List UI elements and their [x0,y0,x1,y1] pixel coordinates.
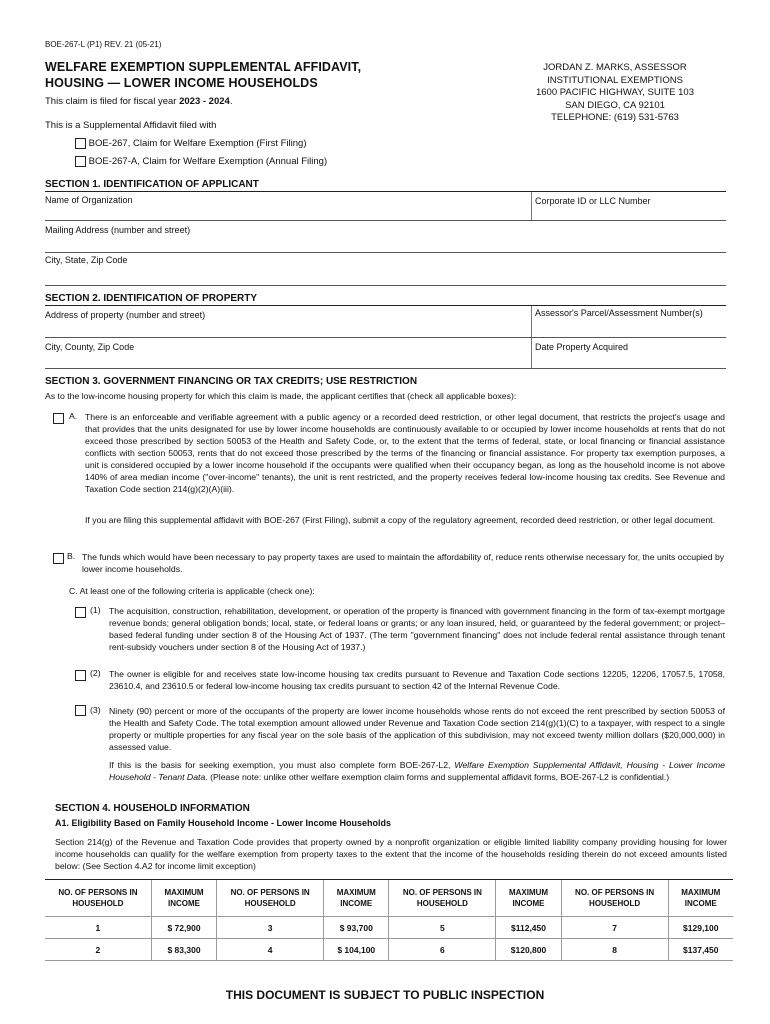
item-c1-label: (1) [90,605,101,615]
table-cell: 6 [389,939,496,961]
assessor-line2: INSTITUTIONAL EXEMPTIONS [547,74,683,86]
item-c3-label: (3) [90,705,101,715]
supplemental-text: This is a Supplemental Affidavit filed with [45,120,217,131]
corp-id-label: Corporate ID or LLC Number [535,196,651,206]
col-header-persons: NO. OF PERSONS IN HOUSEHOLD [217,880,324,917]
income-table-header [45,880,733,917]
assessor-line5: TELEPHONE: (619) 531-5763 [551,112,679,123]
form-title-line2: HOUSING — LOWER INCOME HOUSEHOLDS [45,76,318,90]
checkbox-c1[interactable] [75,607,86,618]
item-a-label: A. [69,411,78,421]
table-row [45,917,733,939]
table-row [45,939,733,961]
item-b-text: The funds which would have been necessary to pay property taxes are used to maintain the affordability of, reduce rents otherwise necessary for, the units occupied by lower income households. [82,552,725,574]
section3-heading: SECTION 3. GOVERNMENT FINANCING OR TAX CREDITS; USE RESTRICTION [45,376,418,387]
table-cell: 1 [45,917,151,939]
col-header-persons: NO. OF PERSONS IN HOUSEHOLD [561,880,668,917]
city-state-zip-label: City, State, Zip Code [45,255,128,265]
col-header-income: MAXIMUM INCOME [151,880,216,917]
section3-intro: As to the low-income housing property for which this claim is made, the applicant certifies that (check all applicable boxes): [45,391,517,401]
item-b-label: B. [67,551,76,561]
fiscal-year-line [45,96,232,107]
checkbox-first-filing[interactable] [75,138,86,149]
filing-option-annual-label: BOE-267-A, Claim for Welfare Exemption (Annual Filing) [88,156,328,168]
table-cell: 4 [217,939,324,961]
assessor-line1: JORDAN Z. MARKS, ASSESSOR [543,62,687,73]
table-cell: 3 [217,917,324,939]
table-cell: $ 72,900 [151,917,216,939]
parcel-number-label: Assessor's Parcel/Assessment Number(s) [535,308,703,318]
corp-id-field[interactable] [535,207,725,219]
item-c3-note [109,759,725,783]
col-header-persons: NO. OF PERSONS IN HOUSEHOLD [389,880,496,917]
item-c1-text: The acquisition, construction, rehabilitation, development, or operation of the property is financed with government financing in the form of tax-exempt mortgage revenue bonds; general obligation bonds; local, state, or federal loans or grants; or any loan insured, held, or guaranteed by the federal government; or project–based federal funding under section 8 of the Housing Act of 1937. (The term "government financing" does not include federal rental assistance through tenant rent-subsidy vouchers under section 8 of the Housing Act of 1937.) [109,606,725,652]
city-state-zip-field[interactable] [45,266,725,282]
section4-subheading: A1. Eligibility Based on Family Household Income - Lower Income Households [55,818,392,828]
table-cell: 5 [389,917,496,939]
fiscal-suffix: . [229,96,233,107]
col-header-income: MAXIMUM INCOME [668,880,733,917]
public-inspection-footer: THIS DOCUMENT IS SUBJECT TO PUBLIC INSPECTION [225,988,545,1002]
form-l2-title: Welfare Exemption Supplemental Affidavit, Housing - Lower Income Household - Tenant Data [109,760,725,782]
mailing-address-label: Mailing Address (number and street) [45,225,191,235]
filing-option-first[interactable] [75,138,307,149]
fiscal-prefix: This claim is filed for fiscal year [45,96,180,107]
checkbox-b[interactable] [53,553,64,564]
org-name-label: Name of Organization [45,195,133,205]
form-title-line1: WELFARE EXEMPTION SUPPLEMENTAL AFFIDAVIT, [45,60,362,74]
checkbox-a[interactable] [53,413,64,424]
property-address-label: Address of property (number and street) [45,310,206,320]
item-c3-text: Ninety (90) percent or more of the occupants of the property are lower income households whose rents do not exceed the rent prescribed by section 50053 of the Health and Safety Code. The total exemption amount allowed under Revenue and Taxation Code section 214(g)(1)(C) to a taxpayer, with respect to a single property or multiple properties for any fiscal year on the sole basis of the application of this subdivision, may not exceed twenty million dollars ($20,000,000) in assessed value. [109,706,725,752]
property-city-label: City, County, Zip Code [45,342,135,352]
col-header-persons: NO. OF PERSONS IN HOUSEHOLD [45,880,151,917]
checkbox-c3[interactable] [75,705,86,716]
col-header-income: MAXIMUM INCOME [324,880,389,917]
table-cell: $137,450 [668,939,733,961]
section1-heading: SECTION 1. IDENTIFICATION OF APPLICANT [45,179,259,190]
table-cell: $ 83,300 [151,939,216,961]
table-cell: $120,800 [496,939,561,961]
form-id: BOE-267-L (P1) REV. 21 (05-21) [45,40,162,49]
property-city-field[interactable] [45,353,529,366]
assessor-line4: SAN DIEGO, CA 92101 [565,99,665,111]
checkbox-annual-filing[interactable] [75,156,86,167]
form-title [45,59,361,91]
item-c3-note-start: If this is the basis for seeking exemption, you must also complete form BOE-267-L2, [109,760,455,770]
assessor-address [520,62,710,125]
col-header-income: MAXIMUM INCOME [496,880,561,917]
assessor-line3: 1600 PACIFIC HIGHWAY, SUITE 103 [535,87,695,98]
section4-heading: SECTION 4. HOUSEHOLD INFORMATION [55,803,250,814]
parcel-number-field[interactable] [535,320,725,334]
table-cell: 8 [561,939,668,961]
table-cell: 2 [45,939,151,961]
item-a-text: There is an enforceable and verifiable agreement with a public agency or a recorded deed restriction, or other legal document, that restricts the project's usage and that provides that the units designated for use by lower income households are continuously available to or occupied by lower income households at rents that do not exceed those prescribed by section 50053 of the Health and Safety Code, or, to the extent that the terms of federal, state, or local financing or financial assistance conflicts with section 50053, rents that do not exceed those prescribed by the terms of the financing or financial assistance. For property tax exemption purposes, a unit is considered occupied by a lower income household if the occupants were qualified when their occupancy began, as long as the household income is not above 140% of area median income ("over-income" tenants), the unit is rent restricted, and the property receives federal low-income housing tax credits. See Revenue and Taxation Code section 214(g)(2)(A)(iii). [85,412,725,494]
table-cell: $ 104,100 [324,939,389,961]
checkbox-c2[interactable] [75,670,86,681]
table-cell: 7 [561,917,668,939]
property-address-field[interactable] [45,322,529,336]
org-name-field[interactable] [45,205,529,219]
item-a-note: If you are filing this supplemental affidavit with BOE-267 (First Filing), submit a copy of the regulatory agreement, recorded deed restriction, or other legal document. [85,515,715,525]
item-c2-text: The owner is eligible for and receives state low-income housing tax credits pursuant to Revenue and Taxation Code sections 12205, 12206, 17057.5, 17058, 23610.4, and 23610.5 or federal low-income housing tax credits pursuant to section 42 of the Internal Revenue Code. [109,669,725,691]
fiscal-year: 2023 - 2024 [179,96,230,107]
income-limits-table [45,879,733,961]
filing-option-first-label: BOE-267, Claim for Welfare Exemption (First Filing) [88,138,307,150]
section2-heading: SECTION 2. IDENTIFICATION OF PROPERTY [45,293,258,304]
item-c-text: C. At least one of the following criteria is applicable (check one): [69,586,315,596]
item-c2-label: (2) [90,668,101,678]
section4-text: Section 214(g) of the Revenue and Taxation Code provides that property owned by a nonprofit organization or eligible limited liability company providing housing for lower income households can qualify for the welfare exemption from property taxes to the extent that the income of the households residing therein do not exceed amounts listed below: (See Section 4.A2 for income limit exception) [55,837,727,871]
date-acquired-field[interactable] [535,353,725,366]
date-acquired-label: Date Property Acquired [535,342,629,352]
mailing-address-field[interactable] [45,236,725,250]
filing-option-annual[interactable] [75,156,327,167]
table-cell: $129,100 [668,917,733,939]
table-cell: $ 93,700 [324,917,389,939]
item-c3-note-end: . (Please note: unlike other welfare exemption claim forms and supplemental affidavit forms, BOE-267-L2 is confidential.) [205,772,670,782]
table-cell: $112,450 [496,917,561,939]
